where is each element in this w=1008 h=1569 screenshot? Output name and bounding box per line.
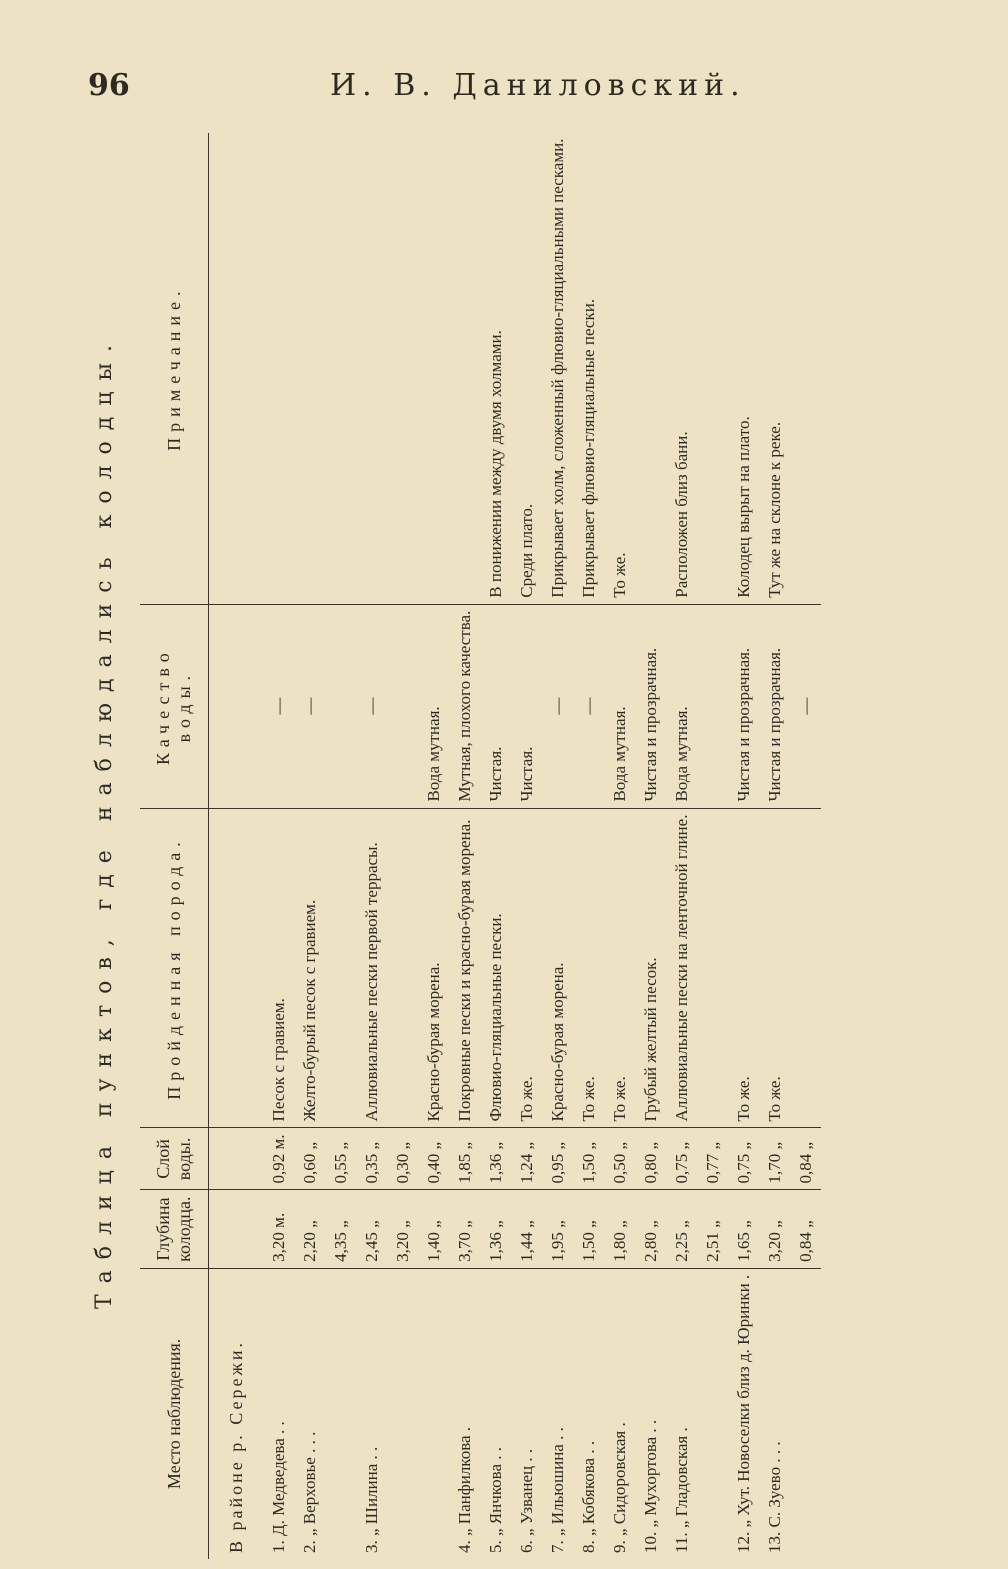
col-header-water: Слой воды. (140, 1128, 209, 1190)
depth-cell: 1,40 „ (418, 1190, 449, 1268)
region-row (209, 133, 264, 1559)
col-header-note: Примечание. (140, 133, 209, 605)
table-row (790, 133, 821, 1559)
water-cell: 0,77 „ (697, 1128, 728, 1190)
col-header-place: Место наблюдения. (140, 1268, 209, 1559)
table-row (325, 133, 356, 1559)
table-row (294, 133, 325, 1559)
rock-cell: Аллювиальные пески на ленточной глине. (666, 808, 697, 1128)
table-row (759, 133, 790, 1559)
table-row (387, 133, 418, 1559)
rock-cell (387, 808, 418, 1128)
quality-cell: Чистая и прозрачная. (635, 604, 666, 808)
depth-cell: 3,20 „ (759, 1190, 790, 1268)
rotated-table-frame (0, 129, 860, 1569)
note-cell (294, 133, 325, 605)
water-cell: 1,24 „ (511, 1128, 542, 1190)
quality-cell: Вода мутная. (666, 604, 697, 808)
depth-cell: 4,35 „ (325, 1190, 356, 1268)
table-row (449, 133, 480, 1559)
rock-cell: То же. (728, 808, 759, 1128)
place-cell: 12. „ Хут. Новоселки близ д. Юринки . (733, 1274, 753, 1553)
quality-cell (325, 604, 356, 808)
rock-cell: Красно-бурая морена. (542, 808, 573, 1128)
note-cell (387, 133, 418, 605)
table-header-row (140, 133, 209, 1559)
rock-cell: То же. (511, 808, 542, 1128)
note-cell (418, 133, 449, 605)
table-row (666, 133, 697, 1559)
depth-cell: 3,20 „ (387, 1190, 418, 1268)
quality-cell: — (263, 604, 294, 808)
depth-cell: 2,80 „ (635, 1190, 666, 1268)
depth-cell: 2,45 „ (356, 1190, 387, 1268)
depth-cell: 1,36 „ (480, 1190, 511, 1268)
depth-cell: 2,51 „ (697, 1190, 728, 1268)
note-cell (263, 133, 294, 605)
depth-cell: 2,20 „ (294, 1190, 325, 1268)
rock-cell: Аллювиальные пески первой террасы. (356, 808, 387, 1128)
table-row (480, 133, 511, 1559)
table-row (418, 133, 449, 1559)
table-row (573, 133, 604, 1559)
note-cell: Расположен близ бани. (666, 133, 697, 605)
place-cell (697, 1268, 728, 1559)
col-header-rock: Пройденная порода. (140, 808, 209, 1128)
quality-cell: Мутная, плохого качества. (449, 604, 480, 808)
place-cell: 10. „ Мухортова . . (640, 1419, 660, 1553)
place-cell: 3. „ Шилина . . (361, 1446, 381, 1553)
water-cell: 1,36 „ (480, 1128, 511, 1190)
quality-cell: Чистая и прозрачная. (759, 604, 790, 808)
rock-cell: То же. (573, 808, 604, 1128)
running-head: И. В. Даниловский. (330, 68, 746, 103)
place-cell (325, 1268, 356, 1559)
place-cell (418, 1268, 449, 1559)
place-cell (790, 1268, 821, 1559)
table-row (697, 133, 728, 1559)
note-cell (790, 133, 821, 605)
depth-cell: 1,65 „ (728, 1190, 759, 1268)
page-number: 96 (88, 68, 130, 103)
depth-cell: 1,44 „ (511, 1190, 542, 1268)
place-cell: 1. Д. Медведева . . (268, 1421, 288, 1553)
depth-cell: 0,84 „ (790, 1190, 821, 1268)
water-cell: 0,35 „ (356, 1128, 387, 1190)
rock-cell: Покровные пески и красно-бурая морена. (449, 808, 480, 1128)
table-row (263, 133, 294, 1559)
quality-cell (697, 604, 728, 808)
table-title: Таблица пунктов, где наблюдались колодцы. (92, 334, 117, 1309)
water-cell: 0,75 „ (728, 1128, 759, 1190)
rock-cell: Песок с гравием. (263, 808, 294, 1128)
rock-cell: Красно-бурая морена. (418, 808, 449, 1128)
rock-cell (697, 808, 728, 1128)
place-cell (387, 1268, 418, 1559)
depth-cell: 2,25 „ (666, 1190, 697, 1268)
rock-cell (325, 808, 356, 1128)
water-cell: 0,84 „ (790, 1128, 821, 1190)
note-cell (449, 133, 480, 605)
region-label: В районе р. Сережи. (225, 1339, 246, 1553)
water-cell: 1,50 „ (573, 1128, 604, 1190)
note-cell (325, 133, 356, 605)
table-row (542, 133, 573, 1559)
rock-cell: Флювио-гляциальные пески. (480, 808, 511, 1128)
place-cell: 9. „ Сидоровская . (609, 1422, 629, 1553)
depth-cell: 3,20 м. (263, 1190, 294, 1268)
note-cell: Среди плато. (511, 133, 542, 605)
rock-cell: То же. (604, 808, 635, 1128)
rock-cell: Желто-бурый песок с гравием. (294, 808, 325, 1128)
note-cell: Прикрывает холм, сложенный флювио-гляциальными песками. (542, 133, 573, 605)
table-row (604, 133, 635, 1559)
water-cell: 0,50 „ (604, 1128, 635, 1190)
table-row (635, 133, 666, 1559)
place-cell: 8. „ Кобякова . . (578, 1440, 598, 1553)
quality-cell: Вода мутная. (418, 604, 449, 808)
note-cell: Колодец вырыт на плато. (728, 133, 759, 605)
quality-cell: Чистая. (480, 604, 511, 808)
place-cell: 4. „ Панфилкова . (454, 1426, 474, 1553)
quality-cell: — (542, 604, 573, 808)
note-cell (635, 133, 666, 605)
table-row (728, 133, 759, 1559)
note-cell (356, 133, 387, 605)
water-cell: 0,92 м. (263, 1128, 294, 1190)
depth-cell: 1,50 „ (573, 1190, 604, 1268)
water-cell: 0,80 „ (635, 1128, 666, 1190)
depth-cell: 1,80 „ (604, 1190, 635, 1268)
quality-cell: Вода мутная. (604, 604, 635, 808)
wells-table (140, 133, 821, 1559)
water-cell: 0,60 „ (294, 1128, 325, 1190)
table-row (356, 133, 387, 1559)
place-cell: 5. „ Янчкова . . (485, 1446, 505, 1553)
quality-cell: Чистая. (511, 604, 542, 808)
water-cell: 1,70 „ (759, 1128, 790, 1190)
table-body (209, 133, 822, 1559)
rock-cell: То же. (759, 808, 790, 1128)
water-cell: 0,75 „ (666, 1128, 697, 1190)
quality-cell: Чистая и прозрачная. (728, 604, 759, 808)
water-cell: 0,40 „ (418, 1128, 449, 1190)
col-header-depth: Глубина колодца. (140, 1190, 209, 1268)
note-cell: Прикрывает флювио-гляциальные пески. (573, 133, 604, 605)
quality-cell: — (790, 604, 821, 808)
rock-cell (790, 808, 821, 1128)
depth-cell: 3,70 „ (449, 1190, 480, 1268)
water-cell: 0,30 „ (387, 1128, 418, 1190)
quality-cell (387, 604, 418, 808)
place-cell: 2. „ Верховье . . . (299, 1431, 319, 1553)
water-cell: 0,55 „ (325, 1128, 356, 1190)
place-cell: 13. С. Зуево . . . (764, 1441, 784, 1553)
note-cell (697, 133, 728, 605)
table-row (511, 133, 542, 1559)
note-cell: Тут же на склоне к реке. (759, 133, 790, 605)
quality-cell: — (356, 604, 387, 808)
note-cell: В понижении между двумя холмами. (480, 133, 511, 605)
water-cell: 1,85 „ (449, 1128, 480, 1190)
place-cell: 11. „ Гладовская . (671, 1427, 691, 1553)
place-cell: 6. „ Узванец . . (516, 1448, 536, 1553)
note-cell: То же. (604, 133, 635, 605)
place-cell: 7. „ Ильюшина . . (547, 1427, 567, 1553)
quality-cell: — (573, 604, 604, 808)
depth-cell: 1,95 „ (542, 1190, 573, 1268)
rock-cell: Грубый желтый песок. (635, 808, 666, 1128)
col-header-quality: Качество воды. (140, 604, 209, 808)
water-cell: 0,95 „ (542, 1128, 573, 1190)
quality-cell: — (294, 604, 325, 808)
